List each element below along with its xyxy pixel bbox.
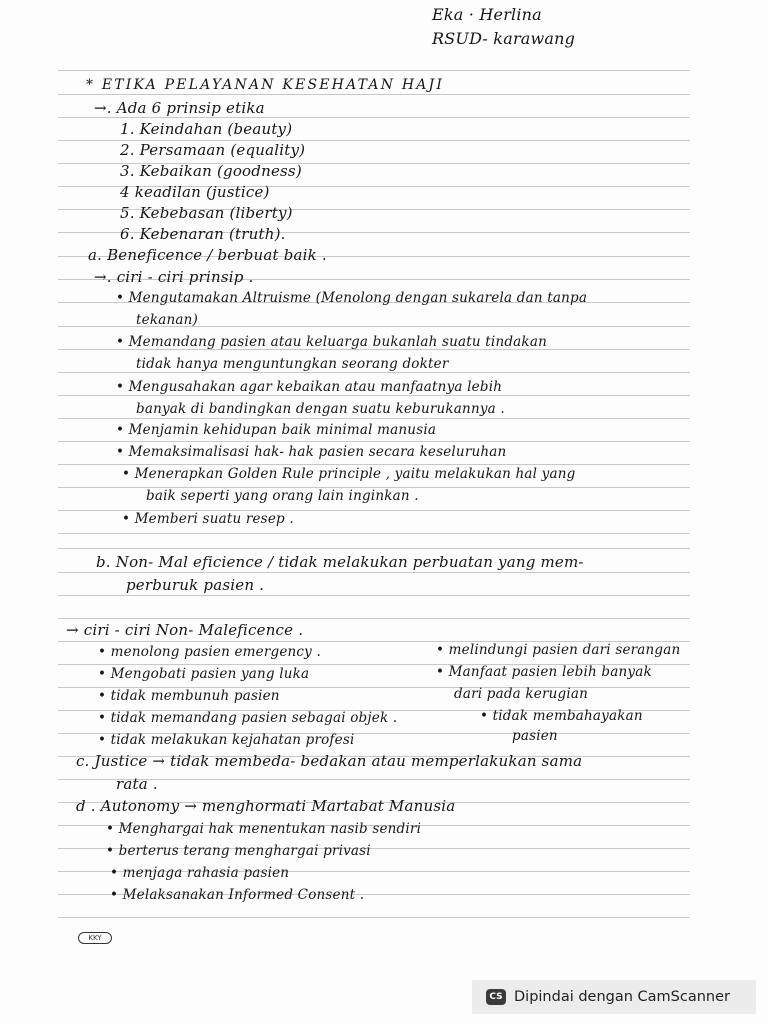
- section-c-heading-continued: rata .: [116, 775, 158, 793]
- ruled-line: [58, 618, 690, 619]
- section-a-point: • Memandang pasien atau keluarga bukanlah suatu tindakan: [116, 334, 547, 350]
- ruled-line: [58, 595, 690, 596]
- section-a-point: baik seperti yang orang lain inginkan .: [146, 488, 419, 504]
- ruled-line: [58, 917, 690, 918]
- section-a-point: banyak di bandingkan dengan suatu keburukannya .: [136, 401, 505, 417]
- section-a-point: • Mengusahakan agar kebaikan atau manfaatnya lebih: [116, 379, 503, 395]
- section-b-left-point: • tidak memandang pasien sebagai objek .: [98, 710, 398, 726]
- section-b-right-point: • Manfaat pasien lebih banyak: [436, 664, 652, 680]
- page-title: * ETIKA PELAYANAN KESEHATAN HAJI: [86, 77, 445, 93]
- section-b-heading: b. Non- Mal eficience / tidak melakukan perbuatan yang mem-: [96, 553, 584, 571]
- section-a-point: • Memberi suatu resep .: [122, 511, 294, 527]
- camscanner-icon: CS: [486, 989, 506, 1005]
- section-b-right-point: dari pada kerugian: [454, 686, 589, 702]
- section-a-point: • Memaksimalisasi hak- hak pasien secara keseluruhan: [116, 444, 507, 460]
- ruled-line: [58, 117, 690, 118]
- principle-item: 5. Kebebasan (liberty): [120, 204, 293, 222]
- section-a-point: tidak hanya menguntungkan seorang dokter: [136, 356, 449, 372]
- principle-item: 3. Kebaikan (goodness): [120, 162, 302, 180]
- section-b-left-point: • tidak membunuh pasien: [98, 688, 280, 704]
- section-b-right-point: pasien: [512, 728, 558, 744]
- section-b-subheading: → ciri - ciri Non- Maleficence .: [66, 621, 304, 639]
- ruled-line: [58, 441, 690, 442]
- ruled-line: [58, 548, 690, 549]
- ruled-line: [58, 418, 690, 419]
- camscanner-watermark: [472, 980, 756, 1014]
- ruled-line: [58, 533, 690, 534]
- author-name: Eka · Herlina: [432, 5, 542, 24]
- section-a-point: • Menerapkan Golden Rule principle , yaitu melakukan hal yang: [122, 466, 576, 482]
- section-d-point: • menjaga rahasia pasien: [110, 865, 290, 881]
- principle-item: 6. Kebenaran (truth).: [120, 225, 286, 243]
- camscanner-label: Dipindai dengan CamScanner: [514, 989, 731, 1005]
- section-d-point: • berterus terang menghargai privasi: [106, 843, 371, 859]
- section-b-heading-continued: perburuk pasien .: [126, 576, 265, 594]
- section-d-point: • Melaksanakan Informed Consent .: [110, 887, 365, 903]
- section-a-point: tekanan): [136, 312, 198, 328]
- section-a-point: • Mengutamakan Altruisme (Menolong dengan sukarela dan tanpa: [116, 290, 588, 306]
- ruled-line: [58, 94, 690, 95]
- principles-intro: →. Ada 6 prinsip etika: [94, 99, 265, 117]
- section-b-left-point: • tidak melakukan kejahatan profesi: [98, 732, 355, 748]
- principle-item: 4 keadilan (justice): [120, 183, 270, 201]
- section-b-left-point: • Mengobati pasien yang luka: [98, 666, 310, 682]
- section-b-left-point: • menolong pasien emergency .: [98, 644, 321, 660]
- principle-item: 2. Persamaan (equality): [120, 141, 306, 159]
- section-b-right-point: • tidak membahayakan: [480, 708, 643, 724]
- section-c-heading: c. Justice → tidak membeda- bedakan atau memperlakukan sama: [76, 752, 583, 770]
- institution-name: RSUD- karawang: [432, 29, 576, 48]
- ruled-line: [58, 572, 690, 573]
- section-a-point: • Menjamin kehidupan baik minimal manusia: [116, 422, 437, 438]
- section-a-subheading: →. ciri - ciri prinsip .: [94, 268, 254, 286]
- section-d-point: • Menghargai hak menentukan nasib sendiri: [106, 821, 422, 837]
- section-d-heading: d . Autonomy → menghormati Martabat Manusia: [76, 797, 456, 815]
- page-mark-stamp: KKY: [78, 932, 112, 944]
- section-b-right-point: • melindungi pasien dari serangan: [436, 642, 681, 658]
- ruled-line: [58, 70, 690, 71]
- section-a-heading: a. Beneficence / berbuat baik .: [88, 246, 327, 264]
- principle-item: 1. Keindahan (beauty): [120, 120, 293, 138]
